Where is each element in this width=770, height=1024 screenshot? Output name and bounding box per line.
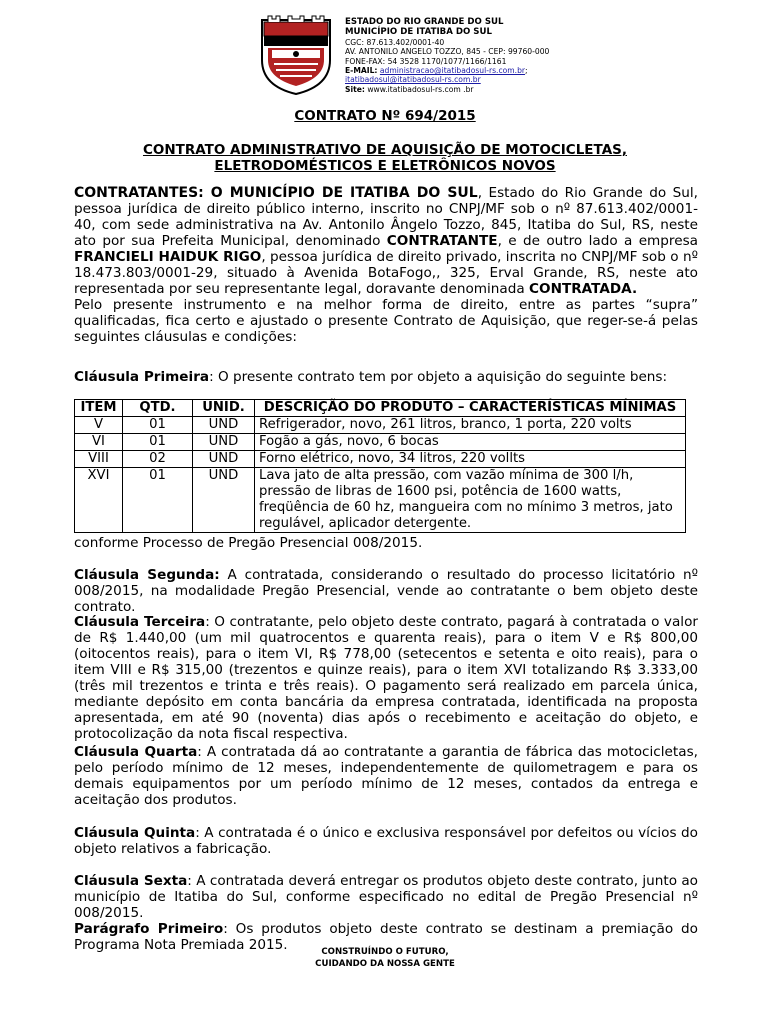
company-name: FRANCIELI HAIDUK RIGO <box>74 249 262 265</box>
intro-text-4: Pelo presente instrumento e na melhor forma de direito, entre as partes “supra” qualificadas, fica certo e ajustado o presente Contrato de Aquisição, que reger-se-á pelas seguintes cláusulas e condições: <box>74 297 698 345</box>
header-unid: UNID. <box>193 400 255 417</box>
clause-sixth <box>74 873 698 953</box>
paragraph-first-label: Parágrafo Primeiro <box>74 921 224 937</box>
table-row <box>75 451 686 468</box>
clause-sixth-label: Cláusula Sexta <box>74 873 188 889</box>
footer-motto <box>0 946 770 970</box>
cell-description: Lava jato de alta pressão, com vazão mínima de 300 l/h, pressão de libras de 1600 psi, potência de 1600 watts, freqüência de 60 hz, mangueira com no mínimo 3 metros, jato regulável, aplicador detergente. <box>255 468 686 533</box>
clause-fourth <box>74 744 698 808</box>
cell-unid: UND <box>193 451 255 468</box>
table-header-row <box>75 400 686 417</box>
table-row <box>75 468 686 533</box>
clause-fifth-text: : A contratada é o único e exclusiva responsável por defeitos ou vícios do objeto relativos a fabricação. <box>74 825 698 857</box>
items-table <box>74 399 686 533</box>
subtitle-line-2: ELETRODOMÉSTICOS E ELETRÔNICOS NOVOS <box>214 158 556 174</box>
clause-fifth <box>74 825 698 857</box>
email-line: E-MAIL: administracao@itatibadosul-rs.com.br; <box>345 66 528 76</box>
cell-item: V <box>75 417 123 434</box>
site-label: Site: <box>345 84 365 94</box>
after-table-note: conforme Processo de Pregão Presencial 008/2015. <box>74 535 423 551</box>
cell-description: Forno elétrico, novo, 34 litros, 220 vollts <box>255 451 686 468</box>
paragraph-first-text: : Os produtos objeto deste contrato se destinam a premiação do Programa Nota Premiada 2015. <box>74 921 698 953</box>
clause-sixth-text: : A contratada deverá entregar os produtos objeto deste contrato, junto ao município de Itatiba do Sul, conforme especificado no edital de Pregão Presencial nº 008/2015. <box>74 873 698 921</box>
cell-unid: UND <box>193 468 255 533</box>
header-description: DESCRIÇÃO DO PRODUTO – CARACTERÍSTICAS MÍNIMAS <box>255 400 686 417</box>
intro-text-1: , Estado do Rio Grande do Sul, pessoa jurídica de direito público interno, inscrito no CNPJ/MF sob o nº 87.613.402/0001-40, com sede administrativa na Av. Antonilo Ângelo Tozzo, 845, Itatiba do Sul, RS, neste ato por sua Prefeita Municipal, denominado <box>74 185 698 249</box>
contracting-parties-paragraph <box>74 185 698 345</box>
cell-item: XVI <box>75 468 123 533</box>
municipal-crest-icon <box>258 14 334 96</box>
contratada-label: CONTRATADA. <box>529 281 638 297</box>
cell-item: VIII <box>75 451 123 468</box>
clause-fourth-text: : A contratada dá ao contratante a garantia de fábrica das motocicletas, pelo período mínimo de 12 meses, independentemente de quilometragem e para os demais equipamentos por um período mínimo de 12 meses, contados da entrega e aceitação dos produtos. <box>74 744 698 808</box>
cell-item: VI <box>75 434 123 451</box>
intro-text-2: , e de outro lado a empresa <box>497 233 698 249</box>
clause-third <box>74 614 698 742</box>
header-qtd: QTD. <box>123 400 193 417</box>
table-row <box>75 417 686 434</box>
clause-fourth-label: Cláusula Quarta <box>74 744 198 760</box>
intro-text-3: , pessoa jurídica de direito privado, inscrita no CNPJ/MF sob o nº 18.473.803/0001-29, situado à Avenida BotaFogo,, 325, Erval Grande, RS, neste ato representada por seu representante legal, doravante denominada <box>74 249 698 297</box>
subtitle-line-1: CONTRATO ADMINISTRATIVO DE AQUISIÇÃO DE MOTOCICLETAS, <box>142 142 627 158</box>
header-item: ITEM <box>75 400 123 417</box>
clause-first-text: : O presente contrato tem por objeto a aquisição do seguinte bens: <box>209 369 668 385</box>
site-line <box>345 85 725 94</box>
cgc-line: CGC: 87.613.402/0001-40 <box>345 37 445 47</box>
clause-first <box>74 369 698 385</box>
email-link-2[interactable]: itatibadosul@itatibadosul-rs.com.br <box>345 75 481 85</box>
letterhead <box>345 17 725 94</box>
clause-third-label: Cláusula Terceira <box>74 614 206 630</box>
clause-fifth-label: Cláusula Quinta <box>74 825 196 841</box>
cell-qtd: 02 <box>123 451 193 468</box>
contractants-label: CONTRATANTES: O MUNICÍPIO DE ITATIBA DO SUL <box>74 185 478 201</box>
clause-third-text: : O contratante, pelo objeto deste contrato, pagará à contratada o valor de R$ 1.440,00 (um mil quatrocentos e quarenta reais), para o item V e R$ 800,00 (oitocentos reais), para o item VI, R$ 778,00 (setecentos e setenta e oito reais), para o item VIII e R$ 315,00 (trezentos e quinze reais), para o item XVI totalizando R$ 3.333,00 (três mil trezentos e trinta e três reais). O pagamento será realizado em parcela única, mediante depósito em conta bancária da empresa contratada, identificada na proposta apresentada, em até 90 (noventa) dias após o recebimento e aceitação do objeto, e protocolização da nota fiscal respectiva. <box>74 614 698 742</box>
cell-unid: UND <box>193 417 255 434</box>
site-url: www.itatibadosul-rs.com .br <box>367 84 474 94</box>
email-link-1[interactable]: administracao@itatibadosul-rs.com.br <box>379 66 526 76</box>
clause-second-label: Cláusula Segunda: <box>74 567 220 583</box>
cell-description: Refrigerador, novo, 261 litros, branco, 1 porta, 220 volts <box>255 417 686 434</box>
clause-second <box>74 567 698 615</box>
cell-description: Fogão a gás, novo, 6 bocas <box>255 434 686 451</box>
address-line: AV. ANTONILO ANGELO TOZZO, 845 - CEP: 99760-000 <box>345 47 550 57</box>
municipality-name: MUNICÍPIO DE ITATIBA DO SUL <box>345 27 492 38</box>
clause-second-text: A contratada, considerando o resultado do processo licitatório nº 008/2015, na modalidade Pregão Presencial, vende ao contratante o bem objeto deste contrato. <box>74 567 698 615</box>
phone-line: FONE-FAX: 54 3528 1170/1077/1166/1161 <box>345 56 507 66</box>
cell-qtd: 01 <box>123 434 193 451</box>
clause-first-label: Cláusula Primeira <box>74 369 210 385</box>
state-name: ESTADO DO RIO GRANDE DO SUL <box>345 17 504 27</box>
cell-unid: UND <box>193 434 255 451</box>
contract-subtitle <box>0 142 770 174</box>
contract-title: CONTRATO Nº 694/2015 <box>294 108 476 124</box>
email-label: E-MAIL: <box>345 66 378 76</box>
footer-line-1: CONSTRUÍNDO O FUTURO, <box>321 947 449 957</box>
cell-qtd: 01 <box>123 417 193 434</box>
contratante-label: CONTRATANTE <box>386 233 498 249</box>
cell-qtd: 01 <box>123 468 193 533</box>
table-row <box>75 434 686 451</box>
footer-line-2: CUIDANDO DA NOSSA GENTE <box>315 959 455 969</box>
